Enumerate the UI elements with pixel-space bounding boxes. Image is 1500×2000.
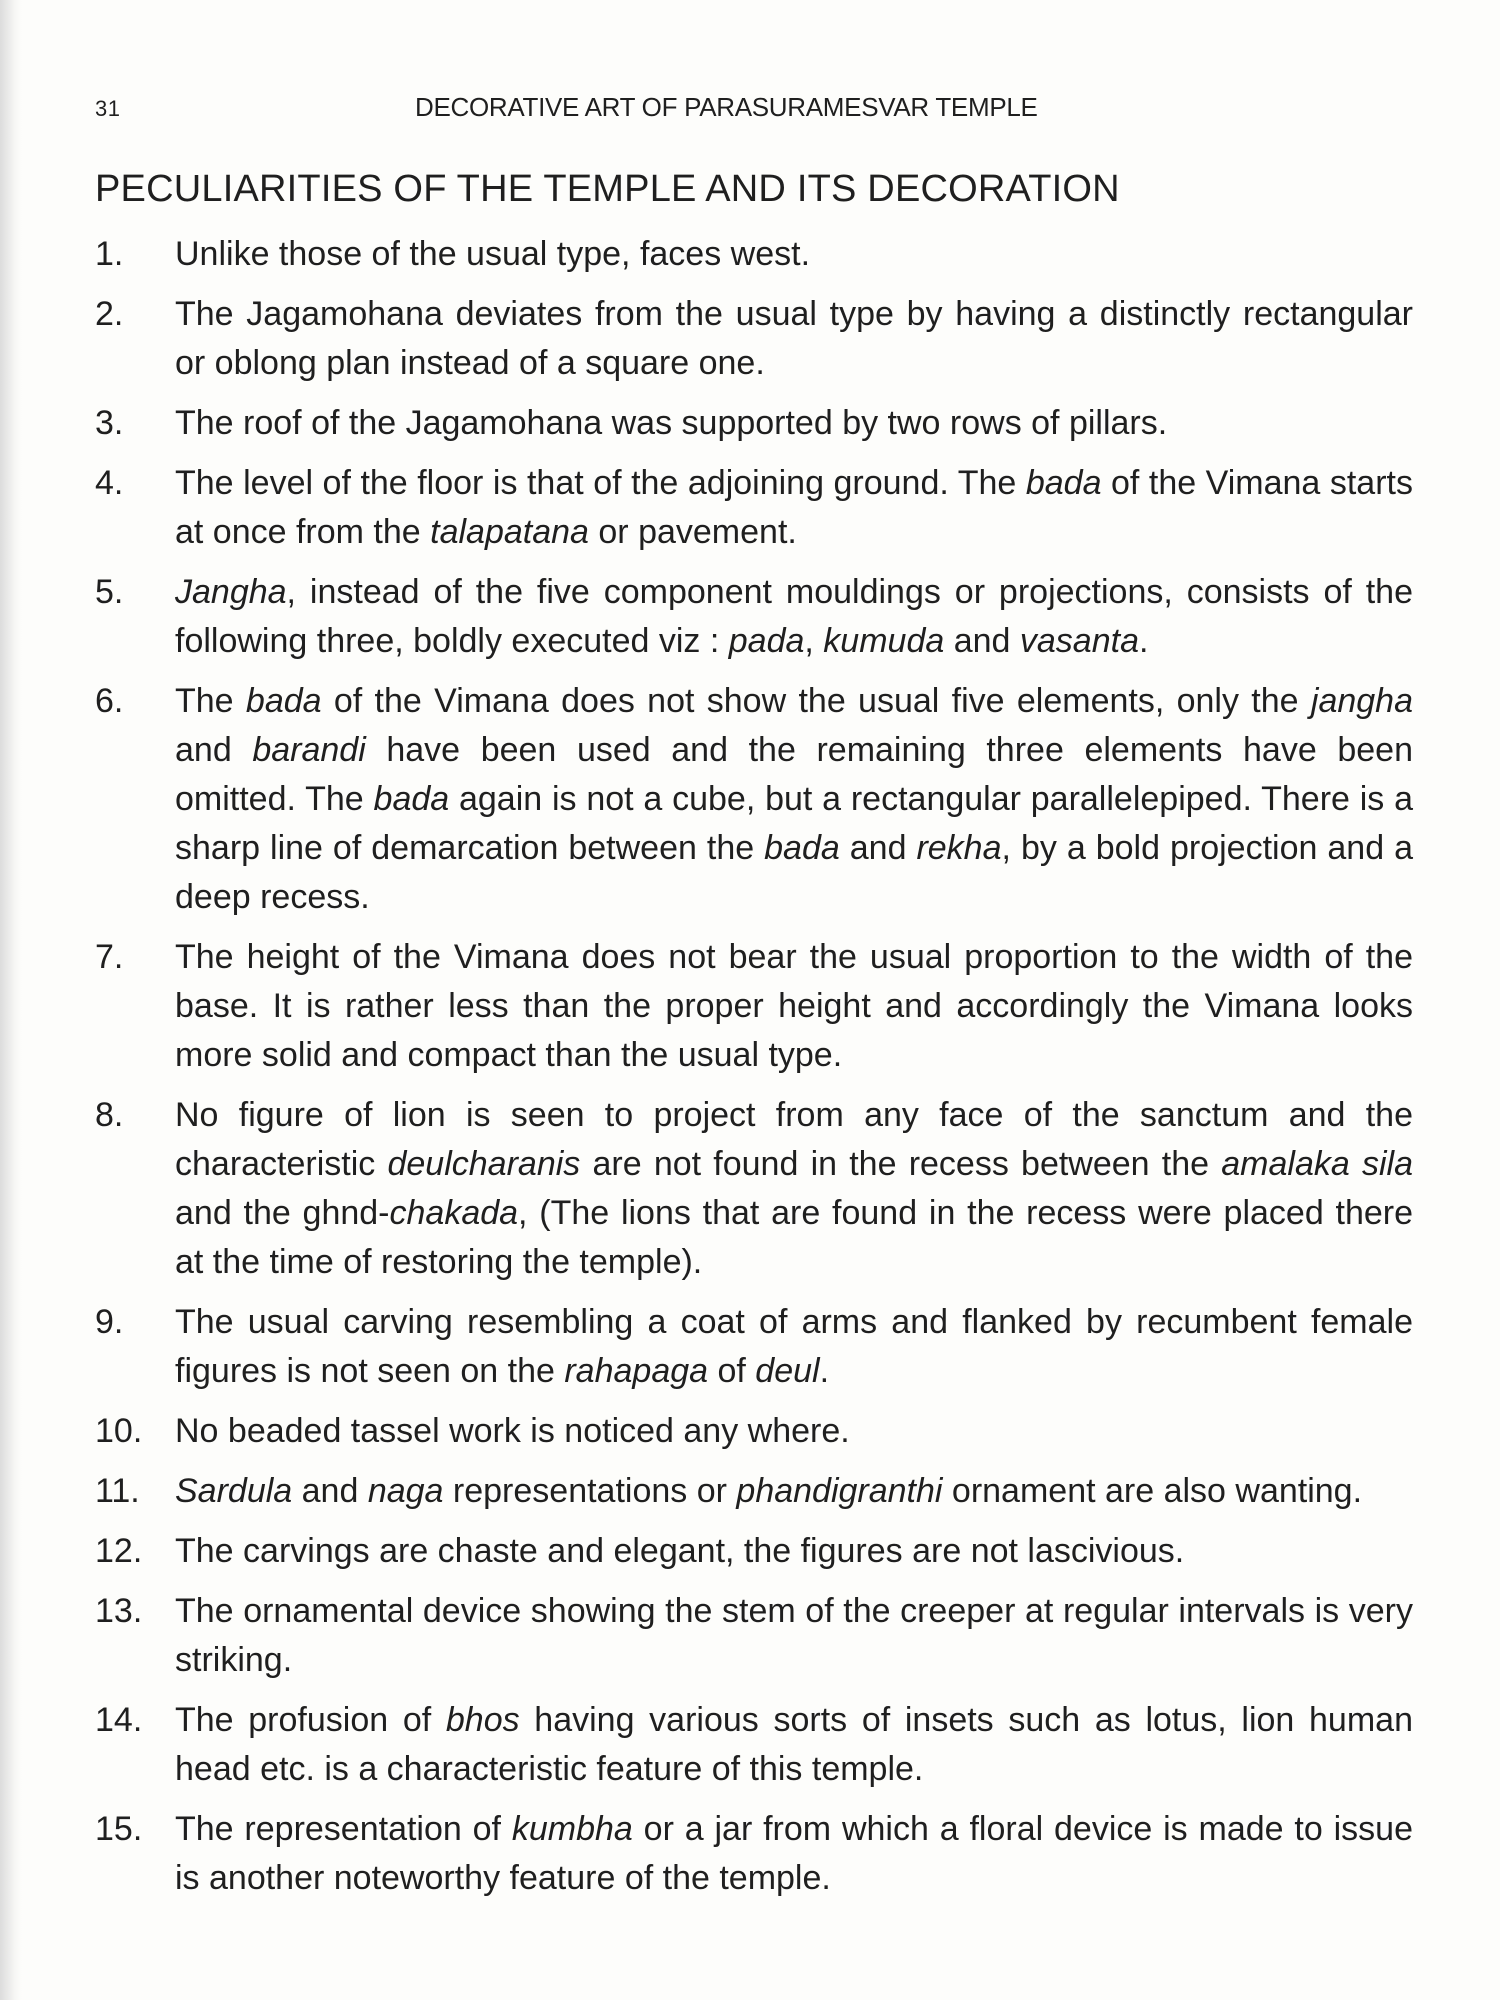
list-item-number: 8. [95, 1096, 124, 1134]
page-number: 31 [95, 96, 121, 121]
list-item [95, 399, 1413, 448]
list-item-text: The roof of the Jagamohana was supported by two rows of pillars. [175, 404, 1168, 442]
list-item [95, 1467, 1413, 1516]
running-head [95, 92, 1425, 132]
list-item [95, 1091, 1413, 1287]
list-item-number: 14. [95, 1701, 143, 1739]
list-item-text: Jangha, instead of the five component mouldings or projections, consists of the following three, boldly executed viz : pada, kumuda and vasanta. [175, 573, 1413, 660]
list-item-text: No beaded tassel work is noticed any where. [175, 1412, 850, 1450]
list-item-text: Sardula and naga representations or phandigranthi ornament are also wanting. [175, 1472, 1363, 1510]
list-item-text: The ornamental device showing the stem of the creeper at regular intervals is very striking. [175, 1592, 1413, 1679]
list-item [95, 1805, 1413, 1903]
list-item [95, 230, 1413, 279]
list-item [95, 933, 1413, 1080]
list-item-text: The height of the Vimana does not bear the usual proportion to the width of the base. It is rather less than the proper height and accordingly the Vimana looks more solid and compact than the usual type. [175, 938, 1413, 1074]
list-item [95, 1407, 1413, 1456]
list-item [95, 1527, 1413, 1576]
list-item-number: 12. [95, 1532, 143, 1570]
list-item-number: 1. [95, 235, 124, 273]
list-item-number: 4. [95, 464, 124, 502]
list-item-number: 9. [95, 1303, 124, 1341]
peculiarities-list [95, 230, 1413, 1914]
list-item [95, 1587, 1413, 1685]
list-item-number: 5. [95, 573, 124, 611]
list-item-number: 10. [95, 1412, 143, 1450]
running-title: DECORATIVE ART OF PARASURAMESVAR TEMPLE [415, 92, 1038, 122]
list-item-text: The Jagamohana deviates from the usual type by having a distinctly rectangular or oblong plan instead of a square one. [175, 295, 1413, 382]
list-item-text: The usual carving resembling a coat of arms and flanked by recumbent female figures is not seen on the rahapaga of deul. [175, 1303, 1413, 1390]
list-item-number: 7. [95, 938, 124, 976]
list-item [95, 459, 1413, 557]
list-item [95, 290, 1413, 388]
list-item [95, 677, 1413, 922]
list-item-number: 15. [95, 1810, 143, 1848]
list-item [95, 1696, 1413, 1794]
list-item-text: The representation of kumbha or a jar from which a floral device is made to issue is another noteworthy feature of the temple. [175, 1810, 1413, 1897]
list-item-number: 11. [95, 1472, 140, 1510]
list-item-text: The level of the floor is that of the adjoining ground. The bada of the Vimana starts at once from the talapatana or pavement. [175, 464, 1413, 551]
list-item-number: 2. [95, 295, 124, 333]
list-item-text: No figure of lion is seen to project from any face of the sanctum and the characteristic deulcharanis are not found in the recess between the amalaka sila and the ghnd-chakada, (The lions that are found in the recess were placed there at the time of restoring the temple). [175, 1096, 1414, 1281]
list-item-number: 3. [95, 404, 124, 442]
page-binding-shadow [0, 0, 22, 2000]
list-item-number: 13. [95, 1592, 143, 1630]
list-item-text: The bada of the Vimana does not show the usual five elements, only the jangha and barandi have been used and the remaining three elements have been omitted. The bada again is not a cube, but a rectangular parallelepiped. There is a sharp line of demarcation between the bada and rekha, by a bold projection and a deep recess. [175, 682, 1413, 916]
section-heading: PECULIARITIES OF THE TEMPLE AND ITS DECORATION [95, 168, 1120, 210]
list-item [95, 568, 1413, 666]
list-item [95, 1298, 1413, 1396]
list-item-text: Unlike those of the usual type, faces west. [175, 235, 811, 273]
list-item-text: The carvings are chaste and elegant, the figures are not lascivious. [175, 1532, 1185, 1570]
list-item-text: The profusion of bhos having various sorts of insets such as lotus, lion human head etc. is a characteristic feature of this temple. [175, 1701, 1413, 1788]
list-item-number: 6. [95, 682, 124, 720]
